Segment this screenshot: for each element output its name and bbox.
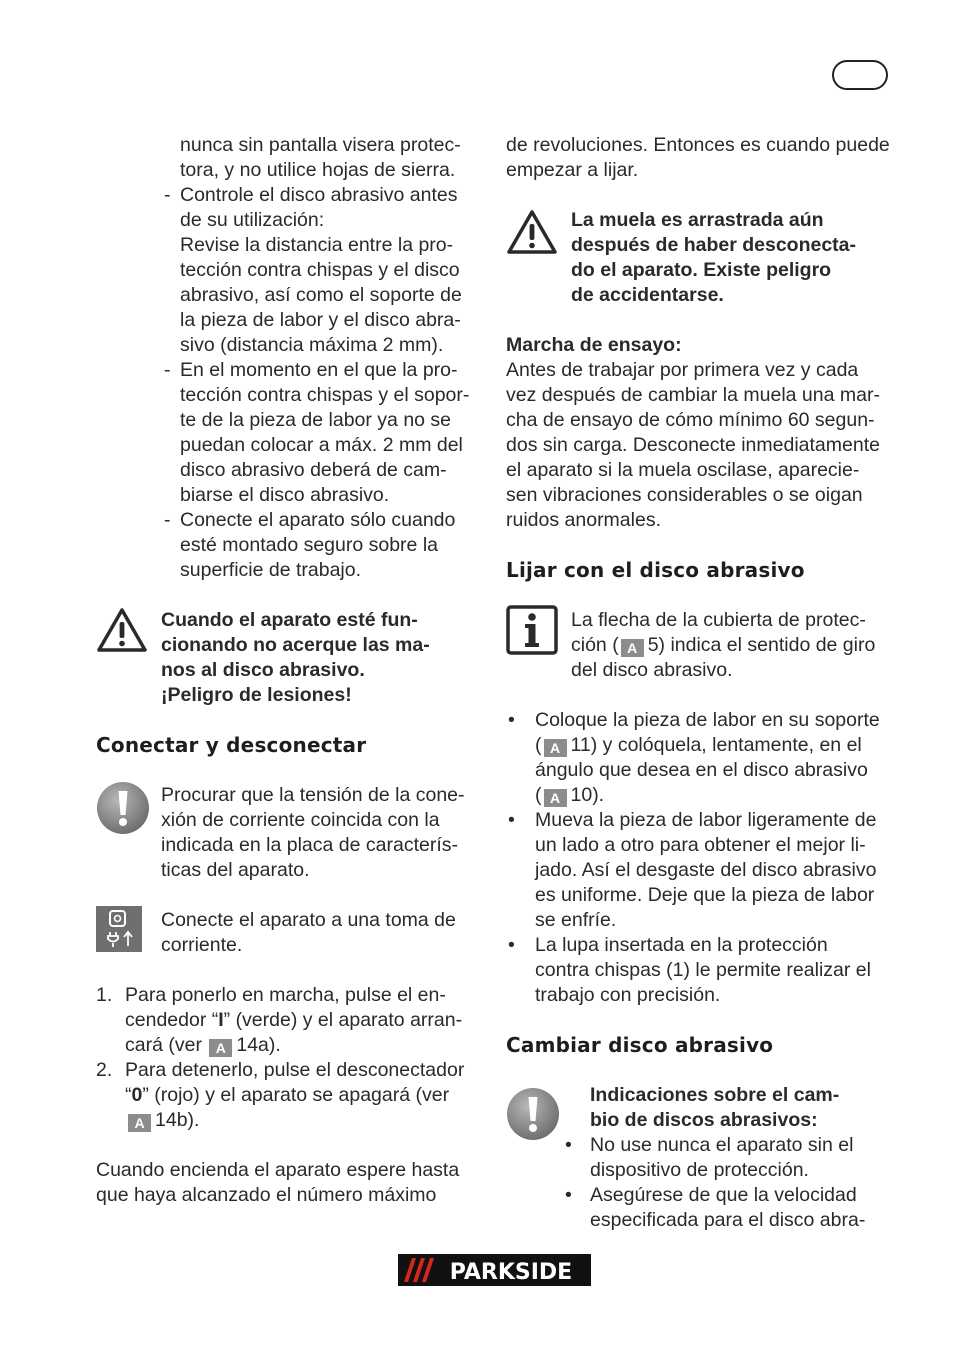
list-item: - Controle el disco abrasivo antes de su utilización: Revise la distancia entre la pro- tección contra chispas y el disco abrasivo, así como el soporte de la pieza de labor y el disco abra- sivo (distancia máxima 2 mm). xyxy=(164,184,462,356)
left-intro: nunca sin pantalla visera protec- tora, y no utilice hojas de sierra. xyxy=(180,134,461,181)
list-item: • Coloque la pieza de labor en su soporte ( A 11) y colóquela, lentamente, en el ángulo que desea en el disco abrasivo ( A 10). xyxy=(508,709,880,806)
left-closing: Cuando encienda el aparato espere hasta que haya alcanzado el número máximo xyxy=(96,1159,460,1206)
test-run-title: Marcha de ensayo: xyxy=(506,334,682,356)
list-item: - En el momento en el que la pro- tección contra chispas y el sopor- te de la pieza de labor ya no se puedan colocar a máx. 2 mm del disco abrasivo deberá de cam- biarse el disco abrasivo. xyxy=(164,359,470,506)
warning-text: Cuando el aparato esté fun- cionando no acerque las ma- nos al disco abrasivo. ¡Peligro de lesiones! xyxy=(161,609,430,706)
change-bullets xyxy=(564,1133,898,1233)
list-item: • Mueva la pieza de labor ligeramente de un lado a otro para obtener el mejor li- jado. Así el desgaste del disco abrasivo es uniforme. Deje que la pieza de labor se enfríe. xyxy=(508,809,877,931)
section-title-connect: Conectar y desconectar xyxy=(96,733,367,757)
figure-ref-badge: A xyxy=(128,1114,151,1132)
figure-ref-badge: A xyxy=(544,739,567,757)
list-item: • Asegúrese de que la velocidad especificada para el disco abra- xyxy=(565,1184,866,1231)
list-item: 2. Para detenerlo, pulse el desconectador “0” (rojo) y el aparato se apagará (ver A 14b). xyxy=(96,1059,465,1131)
list-item: • No use nunca el aparato sin el dispositivo de protección. xyxy=(565,1134,854,1181)
test-run-text: Antes de trabajar por primera vez y cada vez después de cambiar la muela una mar- cha de ensayo de cómo mínimo 60 segun- dos sin carga. Desconecte inmediatamente el aparato si la muela oscilase, aparecie- sen vibraciones considerables o se oigan ruidos anormales. xyxy=(506,359,880,531)
left-column xyxy=(96,133,486,1208)
warning-block xyxy=(96,608,486,708)
right-column xyxy=(506,133,898,1233)
warning-block: La muela es arrastrada aún después de haber desconecta- do el aparato. Existe peligro de accidentarse. xyxy=(506,208,898,308)
list-item: - Conecte el aparato sólo cuando esté montado seguro sobre la superficie de trabajo. xyxy=(164,509,456,581)
voltage-note: Procurar que la tensión de la cone- xión de corriente coincida con la indicada en la placa de caracterís- ticas del aparato. xyxy=(96,783,486,883)
list-item: 1. Para ponerlo en marcha, pulse el en- cendedor “I” (verde) y el aparato arran- cará (ver A 14a). xyxy=(96,984,463,1056)
brand-name: PARKSIDE xyxy=(449,1260,573,1285)
grinding-bullets xyxy=(506,708,898,1008)
change-notes xyxy=(506,1083,898,1233)
warning-triangle-icon xyxy=(96,606,148,654)
warning-triangle-icon xyxy=(506,208,558,256)
info-note: La flecha de la cubierta de protec- ción ( A 5) indica el sentido de giro del disco abrasivo. xyxy=(506,608,898,683)
exclamation-circle-icon xyxy=(506,1087,560,1141)
figure-ref-badge: A xyxy=(621,639,644,657)
numbered-steps xyxy=(96,983,486,1133)
figure-ref-badge: A xyxy=(209,1039,232,1057)
info-icon xyxy=(506,605,558,655)
language-badge xyxy=(832,60,888,90)
figure-ref-badge: A xyxy=(544,789,567,807)
parkside-logo xyxy=(398,1254,591,1286)
section-title-grinding: Lijar con el disco abrasivo xyxy=(506,558,805,582)
right-intro: de revoluciones. Entonces es cuando puede empezar a lijar. xyxy=(506,134,890,181)
section-title-change-disc: Cambiar disco abrasivo xyxy=(506,1033,774,1057)
dash-list xyxy=(96,183,486,583)
power-plug-icon xyxy=(96,906,142,952)
list-item: • La lupa insertada en la protección contra chispas (1) le permite realizar el trabajo con precisión. xyxy=(508,934,871,1006)
exclamation-circle-icon xyxy=(96,781,150,835)
change-notes-title: Indicaciones sobre el cam- bio de discos abrasivos: xyxy=(590,1084,840,1131)
plug-note: Conecte el aparato a una toma de corriente. xyxy=(96,908,486,958)
